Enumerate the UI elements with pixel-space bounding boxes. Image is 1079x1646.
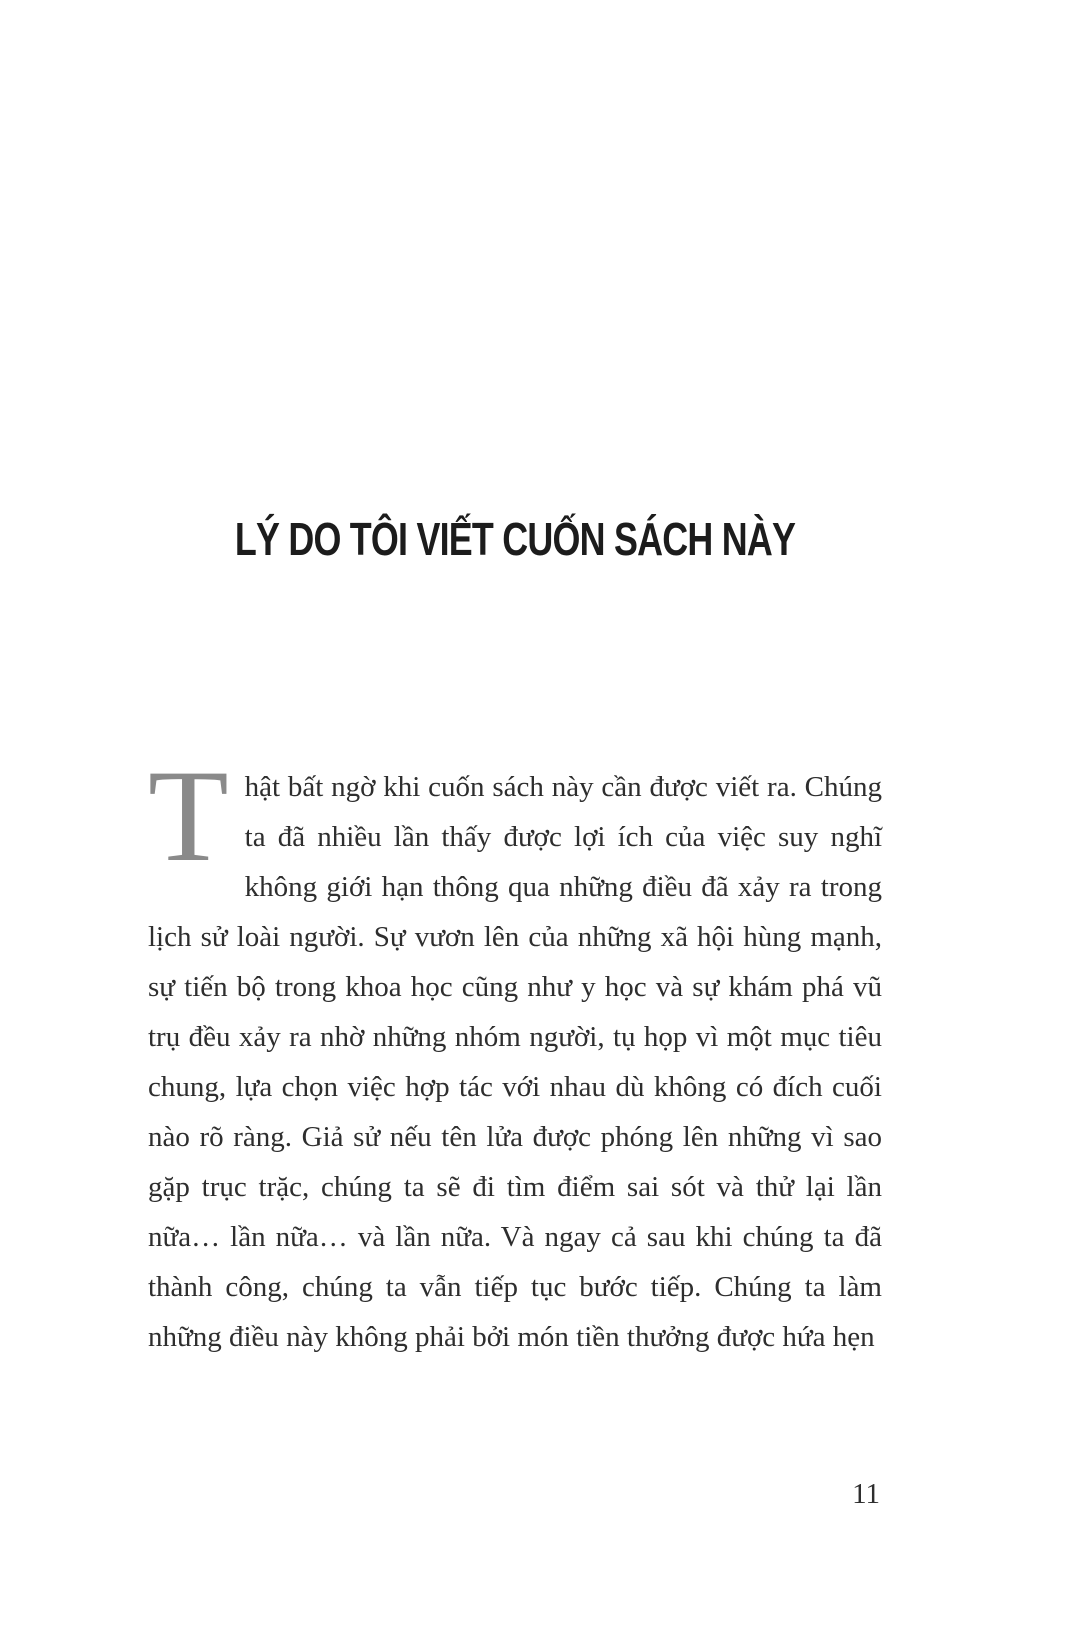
page-content [148,0,882,1391]
paragraph-text: hật bất ngờ khi cuốn sách này cần được viết ra. Chúng ta đã nhiều lần thấy được lợi ích của việc suy nghĩ không giới hạn thông qua những điều đã xảy ra trong lịch sử loài người. Sự vươn lên của những xã hội hùng mạnh, sự tiến bộ trong khoa học cũng như y học và sự khám phá vũ trụ đều xảy ra nhờ những nhóm người, tụ họp vì một mục tiêu chung, lựa chọn việc hợp tác với nhau dù không có đích cuối nào rõ ràng. Giả sử nếu tên lửa được phóng lên những vì sao gặp trục trặc, chúng ta sẽ đi tìm điểm sai sót và thử lại lần nữa… lần nữa… và lần nữa. Và ngay cả sau khi chúng ta đã thành công, chúng ta vẫn tiếp tục bước tiếp. Chúng ta làm những điều này không phải bởi món tiền thưởng được hứa hẹn [148,771,882,1353]
page-number: 11 [852,1478,880,1510]
body-paragraph [148,742,882,1362]
chapter-title: LÝ DO TÔI VIẾT CUỐN SÁCH NÀY [234,513,796,565]
drop-cap-letter: T [148,742,229,889]
